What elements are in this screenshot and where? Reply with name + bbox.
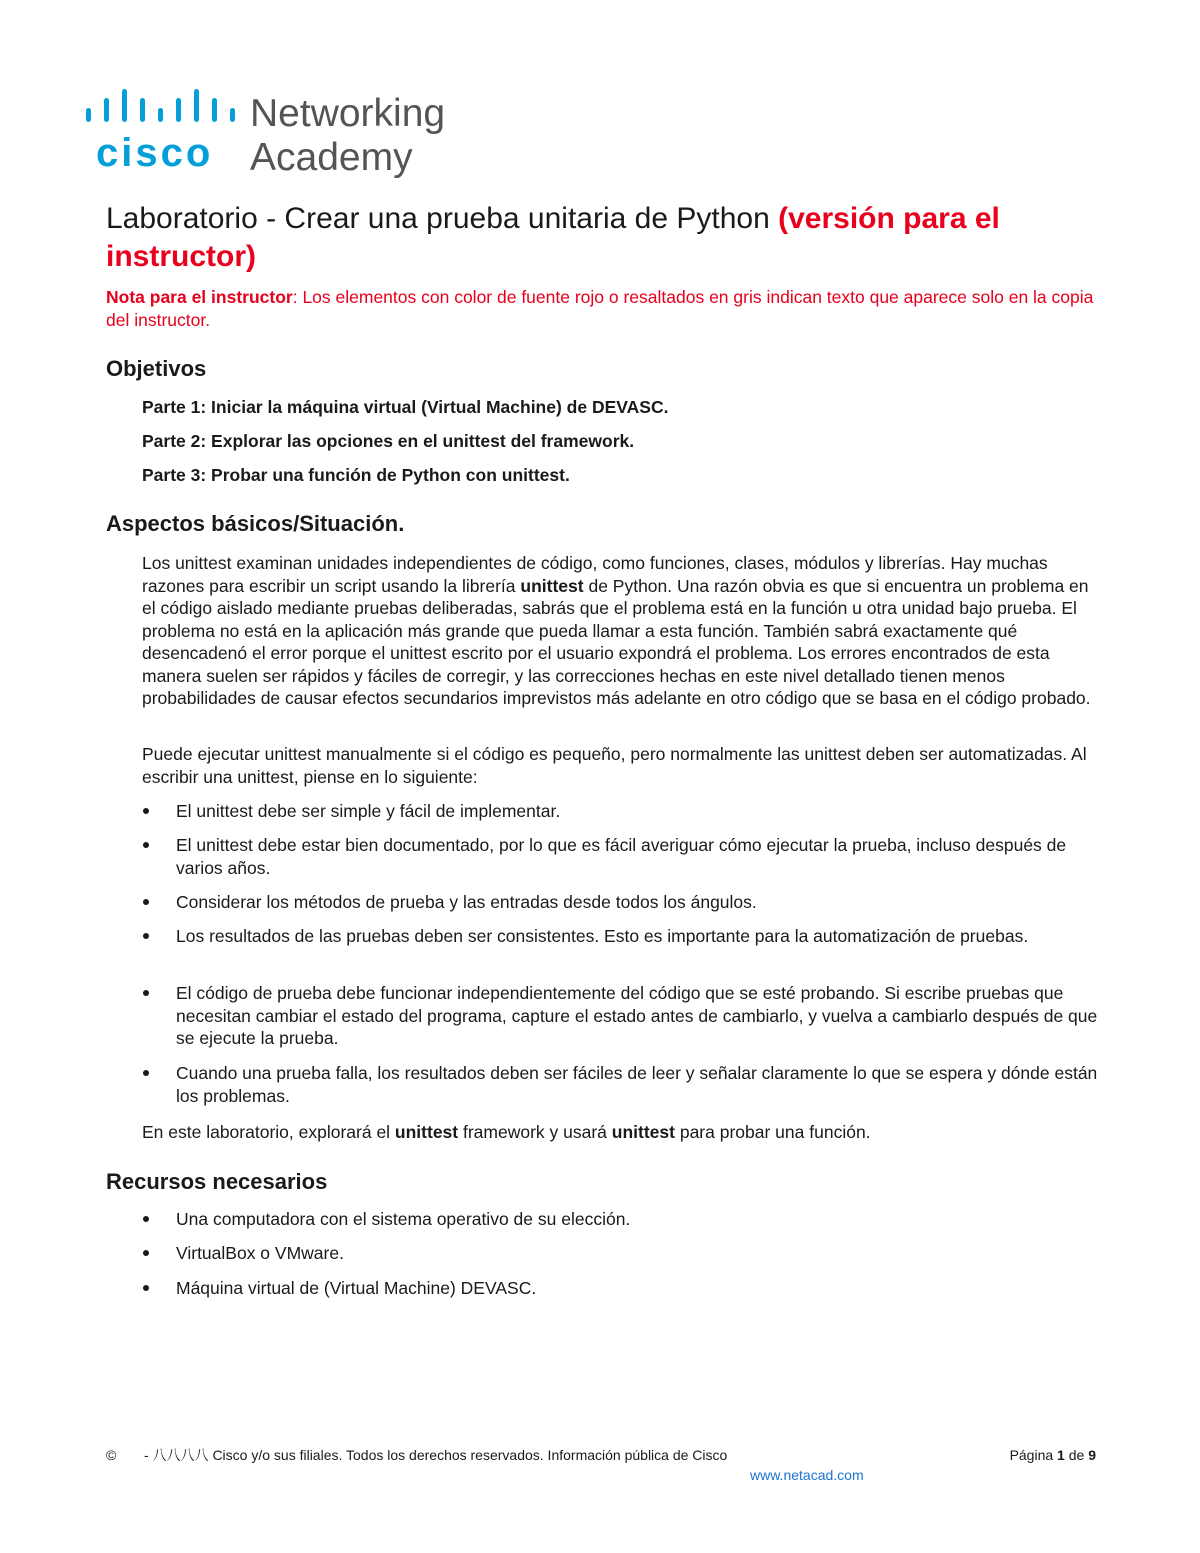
code-term: unittest: [394, 1122, 459, 1142]
list-item: El unittest debe ser simple y fácil de implementar.: [142, 800, 1102, 823]
list-item: Una computadora con el sistema operativo de su elección.: [142, 1208, 1102, 1231]
instructor-note-label: Nota para el instructor: [106, 287, 293, 307]
background-paragraph-3: [142, 1121, 1102, 1144]
title-instructor-version: (versión para el instructor): [106, 202, 1000, 273]
paragraph-text: En este laboratorio, explorará el: [142, 1122, 395, 1142]
copyright-symbol: ©: [106, 1447, 117, 1463]
list-item: El unittest debe estar bien documentado, por lo que es fácil averiguar cómo ejecutar la prueba, incluso después de varios años.: [142, 834, 1102, 879]
page-total: 9: [1088, 1447, 1096, 1463]
objectives-heading: Objetivos: [106, 356, 207, 381]
code-term: unittest: [611, 1122, 675, 1142]
list-item: Cuando una prueba falla, los resultados deben ser fáciles de leer y señalar claramente lo que se espera y dónde están los problemas.: [142, 1062, 1102, 1107]
footer-rights: - 八八八八 Cisco y/o sus filiales. Todos los derechos reservados. Información pública de Cisco: [144, 1447, 728, 1463]
objective-item: Parte 2: Explorar las opciones en el unittest del framework.: [142, 431, 635, 451]
page-title: [106, 200, 1106, 276]
code-term: unittest: [520, 575, 584, 596]
page-number: [1010, 1446, 1096, 1464]
resources-heading: Recursos necesarios: [106, 1169, 328, 1194]
logo-line1: Networking: [250, 92, 446, 135]
title-main: Laboratorio - Crear una prueba unitaria de Python: [106, 202, 770, 235]
cisco-bridge-icon: [80, 86, 480, 181]
background-paragraph-1: [142, 552, 1102, 710]
page-footer: [106, 1446, 1096, 1486]
background-heading: Aspectos básicos/Situación.: [106, 511, 405, 536]
paragraph-text: Los unittest examinan unidades independientes de código, como funciones, clases, módulos y librerías. Hay muchas razones para escribir un script usando la librería: [142, 553, 1048, 596]
of-word: de: [1068, 1447, 1085, 1463]
paragraph-text: framework y usará: [458, 1122, 612, 1142]
background-paragraph-2: Puede ejecutar unittest manualmente si el código es pequeño, pero normalmente las unittest deben ser automatizadas. Al escribir una unittest, piense en lo siguiente:: [142, 744, 1087, 787]
page-word: Página: [1009, 1447, 1054, 1463]
cisco-networking-academy-logo: [80, 86, 480, 181]
logo-wordmark: cisco: [96, 131, 214, 175]
paragraph-text: de Python. Una razón obvia es que si encuentra un problema en el código aislado mediante pruebas deliberadas, sabrás que el problema está en la función u otra unidad bajo prueba. El problema no está en la aplicación más grande que pueda llamar a esta función. También sabrá exactamente qué desencadenó el error porque el unittest escrito por el usuario expondrá el problema. Los errores encontrados de esta manera suelen ser rápidos y fáciles de corregir, y las correcciones hechas en este nivel detallado tienen menos probabilidades de causar efectos secundarios imprevistos más adelante en otro código que se basa en el código probado.: [142, 575, 1091, 708]
instructor-note-text: : Los elementos con color de fuente rojo o resaltados en gris indican texto que aparece solo en la copia del instructor.: [106, 287, 1094, 330]
list-item: Los resultados de las pruebas deben ser consistentes. Esto es importante para la automatización de pruebas.: [142, 925, 1102, 948]
paragraph-text: para probar una función.: [674, 1122, 871, 1142]
objective-item: Parte 3: Probar una función de Python con unittest.: [142, 465, 570, 485]
list-item: Considerar los métodos de prueba y las entradas desde todos los ángulos.: [142, 891, 1102, 914]
logo-line2: Academy: [250, 136, 413, 179]
website-link[interactable]: www.netacad.com: [750, 1467, 864, 1483]
page-current: 1: [1057, 1447, 1065, 1463]
objective-item: Parte 1: Iniciar la máquina virtual (Virtual Machine) de DEVASC.: [142, 397, 669, 417]
list-item: Máquina virtual de (Virtual Machine) DEVASC.: [142, 1277, 1102, 1300]
list-item: VirtualBox o VMware.: [142, 1242, 1102, 1265]
list-item: El código de prueba debe funcionar independientemente del código que se esté probando. Si escribe pruebas que necesitan cambiar el estado del programa, capture el estado antes de cambiarlo, y vuelva a cambiarlo después de que se ejecute la prueba.: [142, 982, 1102, 1050]
instructor-note: [106, 286, 1106, 332]
